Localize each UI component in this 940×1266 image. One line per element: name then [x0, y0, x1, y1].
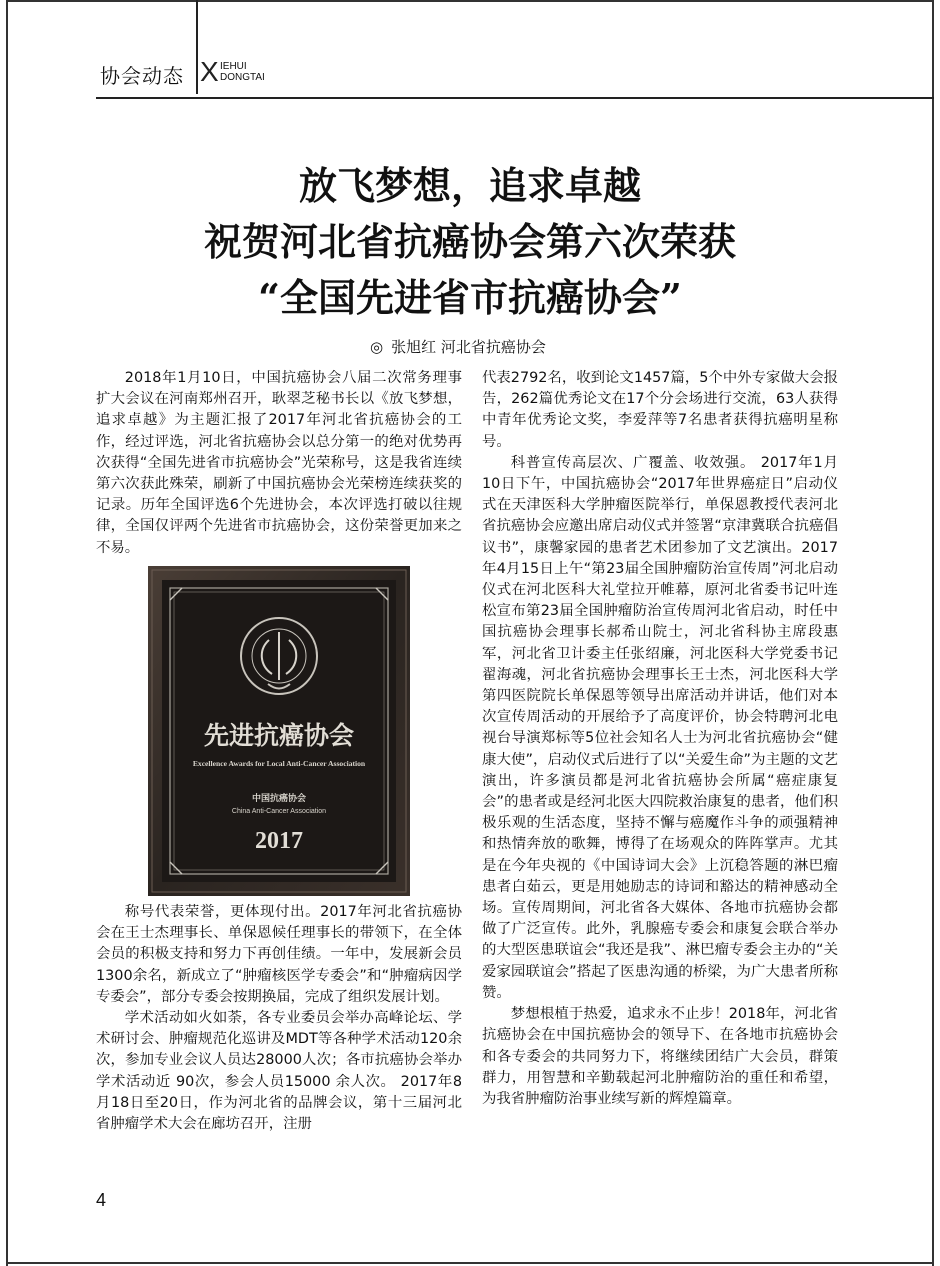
left-column-bottom [96, 902, 462, 1135]
plaque-year: 2017 [255, 828, 303, 854]
plaque-main-title: 先进抗癌协会 [203, 721, 355, 750]
byline-author: 张旭红 河北省抗癌协会 [391, 338, 546, 356]
byline-mark-icon: ◎ [370, 338, 384, 356]
page-number: 4 [96, 1190, 107, 1210]
section-title: 协会动态 [100, 64, 184, 88]
paragraph: 称号代表荣誉，更体现付出。2017年河北省抗癌协会在王士杰理事长、单保恩候任理事长的带领下，在全体会员的积极支持和努力下再创佳绩。一年中，发展新会员1300余名，新成立了“肿瘤核医学专委会”和“肿瘤病因学专委会”，部分专委会按期换届，完成了组织发展计划。 [96, 904, 462, 1005]
article-title-line-2: 祝贺河北省抗癌协会第六次荣获 [203, 219, 736, 264]
plaque-org-cn: 中国抗癌协会 [251, 794, 307, 804]
paragraph: 2018年1月10日，中国抗癌协会八届二次常务理事扩大会议在河南郑州召开，耿翠芝秘书长以《放飞梦想，追求卓越》为主题汇报了2017年河北省抗癌协会的工作，经过评选，河北省抗癌协会以总分第一的绝对优势再次获得“全国先进省市抗癌协会”光荣称号，这是我省连续第六次获此殊荣，刷新了中国抗癌协会光荣榜连续获奖的记录。历年全国评选6个先进协会，本次评选打破以往规律，全国仅评两个先进省市抗癌协会，这份荣誉更加来之不易。 [96, 370, 462, 556]
right-column [482, 368, 838, 1110]
pinyin-bottom: DONGTAI [220, 72, 265, 83]
page-border-bottom [6, 1262, 934, 1264]
paragraph: 科普宣传高层次、广覆盖、收效强。 2017年1月10日下午，中国抗癌协会“2017年世界癌症日”启动仪式在天津医科大学肿瘤医院举行，单保恩教授代表河北省抗癌协会应邀出席启动仪式并签署“京津冀联合抗癌倡议书”，康馨家园的患者艺术团参加了文艺演出。2017年4月15日上午“第23届全国肿瘤防治宣传周”河北启动仪式在河北医科大礼堂拉开帷幕，原河北省委书记叶连松宣布第23届全国肿瘤防治宣传周河北省启动，时任中国抗癌协会理事长郝希山院士，河北省科协主席段惠军，河北省卫计委主任张绍廉，河北医科大学党委书记翟海魂，河北省抗癌协会理事长王士杰，河北医科大学第四医院院长单保恩等领导出席活动并讲话，他们对本次宣传周活动的开展给予了高度评价，协会特聘河北电视台导演郑标等5位社会知名人士为河北省抗癌协会“健康大使”，启动仪式后进行了以“关爱生命”为主题的文艺演出，许多演员都是河北省抗癌协会所属“癌症康复会”的患者或是经河北医大四院救治康复的患者，他们积极乐观的生活态度，坚持不懈与癌魔作斗争的顽强精神和热情奔放的歌舞，博得了在场观众的阵阵掌声。尤其是在今年央视的《中国诗词大会》上沉稳答题的淋巴瘤患者白茹云，更是用她励志的诗词和豁达的精神感动全场。宣传周期间，河北省各大媒体、各地市抗癌协会都做了广泛宣传。此外，乳腺癌专委会和康复会联合举办的大型医患联谊会“我还是我”、淋巴瘤专委会主办的“关爱家园联谊会”搭起了医患沟通的桥梁，为广大患者所称赞。 [482, 454, 838, 1001]
byline [370, 336, 546, 357]
article-title-line-3: “全国先进省市抗癌协会” [258, 275, 682, 320]
header-vertical-rule [196, 0, 198, 94]
paragraph-continued: 代表2792名，收到论文1457篇，5个中外专家做大会报告，262篇优秀论文在17个分会场进行交流，63人获得中青年优秀论文奖，李爱萍等7名患者获得抗癌明星称号。 [482, 370, 838, 450]
pinyin-top: IEHUI [220, 61, 247, 72]
page-border-top [6, 0, 934, 2]
plaque-org-en: China Anti-Cancer Association [231, 808, 327, 815]
paragraph: 梦想根植于热爱，追求永不止步！2018年，河北省抗癌协会在中国抗癌协会的领导下、在各地市抗癌协会和各专委会的共同努力下，将继续团结广大会员，群策群力，用智慧和辛勤载起河北肿瘤防治的重任和希望，为我省肿瘤防治事业续写新的辉煌篇章。 [482, 1006, 838, 1107]
pinyin-initial: X [200, 56, 219, 87]
paragraph: 学术活动如火如荼，各专业委员会举办高峰论坛、学术研讨会、肿瘤规范化巡讲及MDT等各种学术活动120余次，参加专业会议人员达28000人次；各市抗癌协会举办学术活动近 90次，参会人员15000 余人次。 2017年8月18日至20日，作为河北省的品牌会议，第十三届河北省肿瘤学术大会在廊坊召开，注册 [96, 1010, 462, 1133]
award-plaque-image [148, 566, 410, 896]
left-column-top [96, 368, 462, 559]
plaque-subtitle: Excellence Awards for Local Anti-Cancer Association [192, 759, 366, 768]
header-horizontal-rule [96, 97, 934, 99]
article-title-line-1: 放飞梦想，追求卓越 [298, 163, 641, 208]
